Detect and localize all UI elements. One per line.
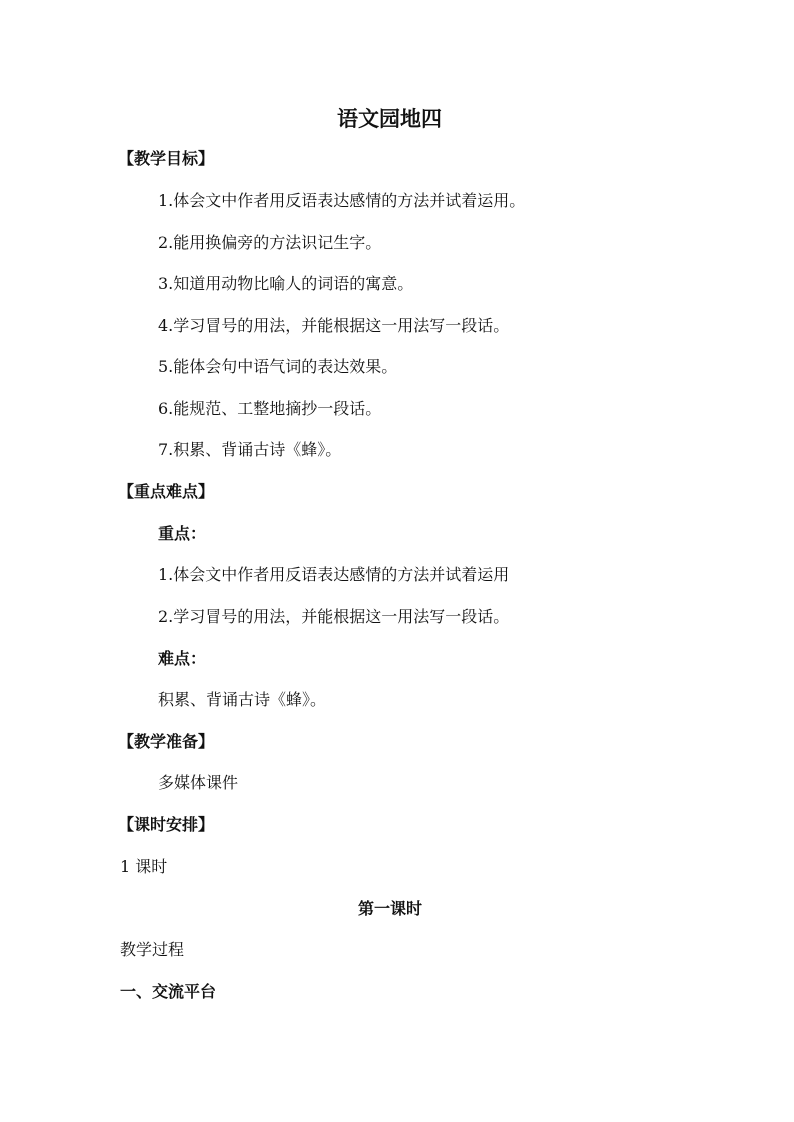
objective-item: 6.能规范、工整地摘抄一段话。 <box>158 399 382 418</box>
schedule-heading: 【课时安排】 <box>118 815 215 834</box>
objective-item: 4.学习冒号的用法，并能根据这一用法写一段话。 <box>158 316 510 335</box>
difficult-label: 难点： <box>158 649 207 668</box>
schedule-text: 1 课时 <box>120 857 168 876</box>
page-title: 语文园地四 <box>337 107 442 131</box>
objective-item: 3.知道用动物比喻人的词语的寓意。 <box>158 274 414 293</box>
process-label: 教学过程 <box>120 940 185 959</box>
objective-item: 1.体会文中作者用反语表达感情的方法并试着运用。 <box>158 191 526 210</box>
objective-item: 2.能用换偏旁的方法识记生字。 <box>158 233 382 252</box>
key-item: 2.学习冒号的用法，并能根据这一用法写一段话。 <box>158 607 510 626</box>
preparation-text: 多媒体课件 <box>158 773 239 792</box>
preparation-heading: 【教学准备】 <box>118 732 215 751</box>
key-label: 重点： <box>158 524 207 543</box>
section-heading: 一、交流平台 <box>120 982 217 1001</box>
objectives-heading: 【教学目标】 <box>118 149 215 168</box>
key-points-heading: 【重点难点】 <box>118 482 215 501</box>
objective-item: 7.积累、背诵古诗《蜂》。 <box>158 440 342 459</box>
objective-item: 5.能体会句中语气词的表达效果。 <box>158 357 398 376</box>
key-item: 1.体会文中作者用反语表达感情的方法并试着运用 <box>158 565 510 584</box>
lesson-title: 第一课时 <box>358 899 423 918</box>
difficult-text: 积累、背诵古诗《蜂》。 <box>158 690 327 709</box>
